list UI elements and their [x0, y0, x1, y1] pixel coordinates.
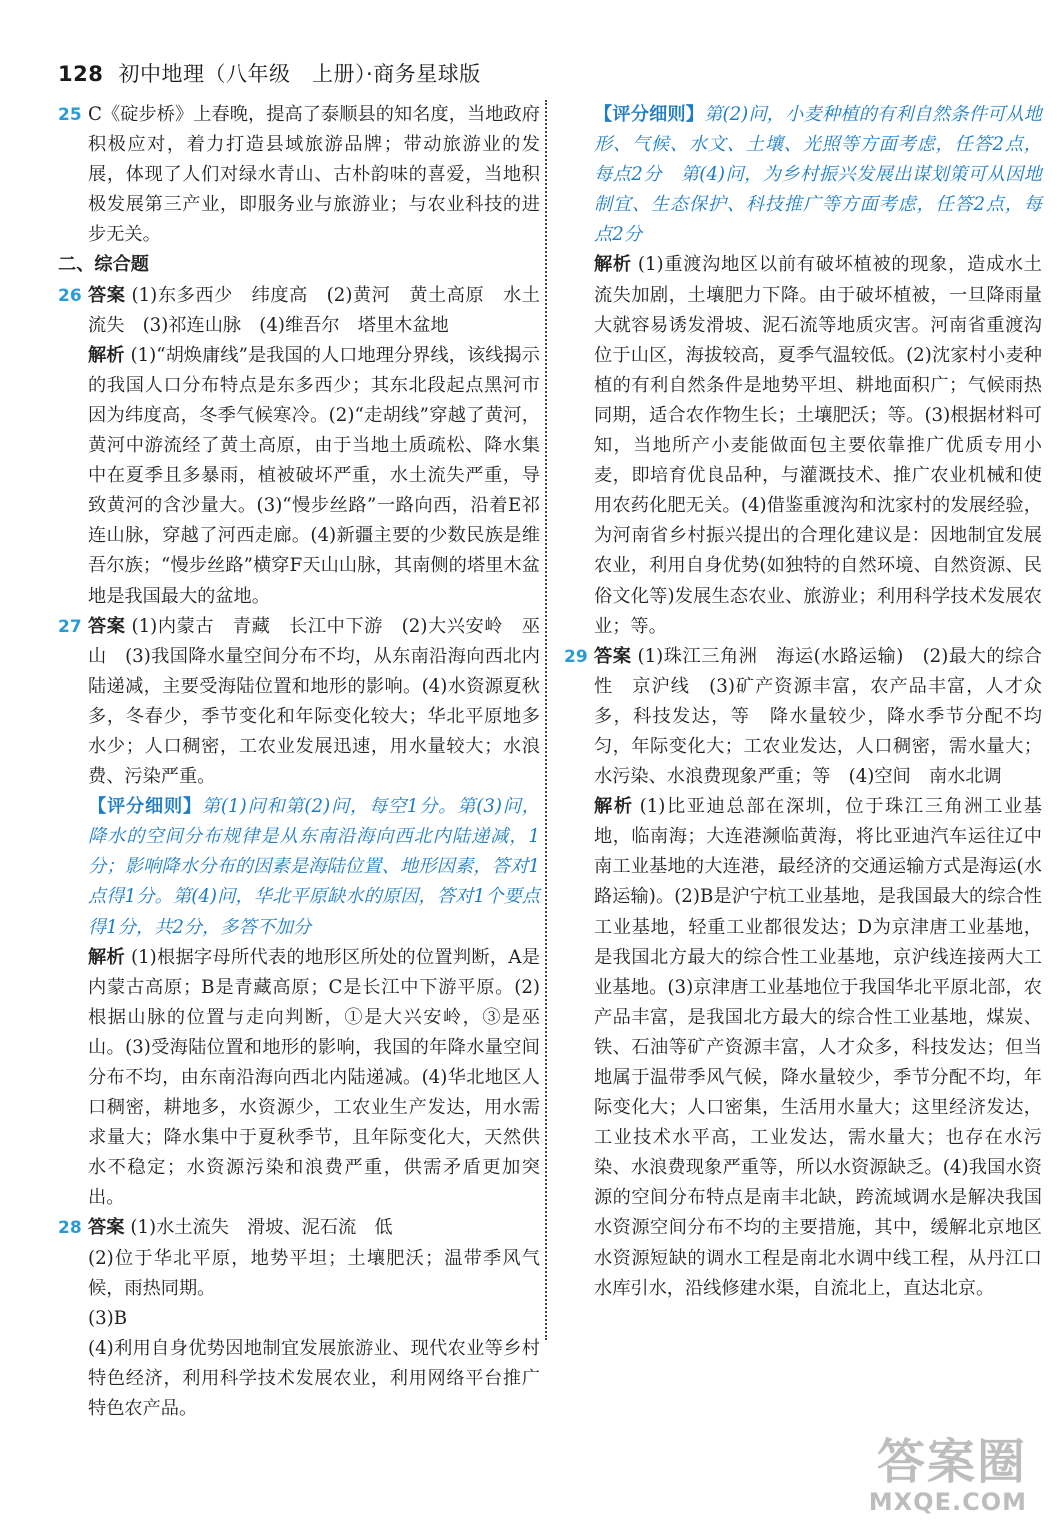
question-25 — [58, 100, 540, 250]
watermark-line-2: MXQE.COM — [868, 1488, 1027, 1516]
analysis-text: (1)“胡焕庸线”是我国的人口地理分界线，该线揭示的我国人口分布特点是东多西少；其东北段起点黑河市因为纬度高，冬季气候寒冷。(2)“走胡线”穿越了黄河，黄河中游流经了黄土高原，由于当地土质疏松、降水集中在夏季且多暴雨，植被破坏严重，水土流失严重，导致黄河的含沙量大。(3)“慢步丝路”一路向西，沿着E祁连山脉，穿越了河西走廊。(4)新疆主要的少数民族是维吾尔族；“慢步丝路”横穿F天山山脉，其南侧的塔里木盆地是我国最大的盆地。 — [88, 344, 540, 607]
watermark-logo — [827, 1436, 1027, 1516]
scoring-note-text: 第(1)问和第(2)问，每空1分。第(3)问，降水的空间分布规律是从东南沿海向西北内陆递减，1分；影响降水分布的因素是海陆位置、地形因素，答对1点得1分。第(4)问，华北平原缺水的原因，答对1个要点得1分，共2分，多答不加分 — [88, 796, 540, 938]
question-number: 29 — [564, 646, 588, 667]
analysis-text: (1)重渡沟地区以前有破坏植被的现象，造成水土流失加剧，土壤肥力下降。由于破坏植被，一旦降雨量大就容易诱发滑坡、泥石流等地质灾害。河南省重渡沟位于山区，海拔较高，夏季气温较低。(2)沈家村小麦种植的有利自然条件是地势平坦、耕地面积广；气候雨热同期，适合农作物生长；土壤肥沃；等。(3)根据材料可知，当地所产小麦能做面包主要依靠推广优质专用小麦，即培育优良品种，与灌溉技术、推广农业机械和使用农药化肥无关。(4)借鉴重渡沟和沈家村的发展经验，为河南省乡村振兴提出的合理化建议是：因地制宜发展农业，利用自身优势(如独特的自然环境、自然资源、民俗文化等)发展生态农业、旅游业；利用科学技术发展农业；等。 — [594, 254, 1042, 637]
scoring-note-label: 【评分细则】 — [594, 104, 705, 125]
scoring-note — [594, 100, 1042, 250]
watermark-line-1: 答案圈 — [876, 1434, 1027, 1490]
column-divider — [545, 100, 547, 1340]
scoring-note-text: 第(2)问，小麦种植的有利自然条件可从地形、气候、水文、土壤、光照等方面考虑，任答2点，每点2分 第(4)问，为乡村振兴发展出谋划策可从因地制宜、生态保护、科技推广等方面考虑，任答2点，每点2分 — [594, 104, 1042, 246]
answer-part-2: (2)位于华北平原，地势平坦；土壤肥沃；温带季风气候，雨热同期。 — [88, 1247, 540, 1299]
page-number: 128 — [58, 62, 104, 86]
right-column — [564, 100, 1042, 1304]
analysis-label: 解析 — [88, 946, 125, 968]
section-heading: 二、综合题 — [58, 254, 149, 276]
analysis-text: (1)根据字母所代表的地形区所处的位置判断，A是内蒙古高原；B是青藏高原；C是长江中下游平原。(2)根据山脉的位置与走向判断，①是大兴安岭，③是巫山。(3)受海陆位置和地形的影响，我国的年降水量空间分布不均，由东南沿海向西北内陆递减。(4)华北地区人口稠密，耕地多，水资源少，工农业生产发达，用水需求量大；降水集中于夏秋季节，且年际变化大，天然供水不稳定；水资源污染和浪费严重，供需矛盾更加突出。 — [88, 946, 540, 1209]
analysis-label: 解析 — [88, 344, 125, 366]
answer-part-1: (1)水土流失 滑坡、泥石流 低 — [130, 1217, 393, 1239]
analysis-text: (1)比亚迪总部在深圳，位于珠江三角洲工业基地，临南海；大连港濒临黄海，将比亚迪汽车运往辽中南工业基地的大连港，最经济的交通运输方式是海运(水路运输)。(2)B是沪宁杭工业基地，是我国最大的综合性工业基地，轻重工业都很发达；D为京津唐工业基地，是我国北方最大的综合性工业基地，京沪线连接两大工业基地。(3)京津唐工业基地位于我国华北平原北部，农产品丰富，是我国北方最大的综合性工业基地，煤炭、铁、石油等矿产资源丰富，人才众多，科技发达；但当地属于温带季风气候，降水量较少，季节分配不均，年际变化大；人口密集，生活用水量大；这里经济发达，工业技术水平高，工业发达，需水量大；也存在水污染、水浪费现象严重等，所以水资源缺乏。(4)我国水资源的空间分布特点是南丰北缺，跨流域调水是解决我国水资源空间分布不均的主要措施，其中，缓解北京地区水资源短缺的调水工程是南北水调中线工程，从丹江口水库引水，沿线修建水渠，自流北上，直达北京。 — [594, 796, 1042, 1299]
question-28 — [58, 1213, 540, 1424]
answer-text: (1)内蒙古 青藏 长江中下游 (2)大兴安岭 巫山 (3)我国降水量空间分布不均，从东南沿海向西北内陆递减，主要受海陆位置和地形的影响。(4)水资源夏秋多，冬春少，季节变化和年际变化较大；华北平原地多水少；人口稠密，工农业发展迅速，用水量较大；水浪费、污染严重。 — [88, 615, 540, 788]
answer-label: 答案 — [88, 1217, 125, 1239]
analysis-label: 解析 — [594, 796, 634, 818]
question-number: 27 — [58, 616, 82, 637]
question-27 — [58, 612, 540, 1214]
page-header — [58, 58, 481, 88]
answer-text: (1)东多西少 纬度高 (2)黄河 黄土高原 水土流失 (3)祁连山脉 (4)维吾尔 塔里木盆地 — [88, 284, 540, 336]
scoring-note-label: 【评分细则】 — [88, 796, 202, 818]
analysis-label: 解析 — [594, 254, 632, 276]
answer-label: 答案 — [88, 615, 126, 637]
question-number: 28 — [58, 1218, 82, 1239]
question-number: 26 — [58, 285, 82, 306]
left-column — [58, 100, 540, 1424]
question-28-continued — [564, 100, 1042, 642]
answer-part-3: (3)B — [88, 1307, 128, 1329]
book-title: 初中地理（八年级 上册）·商务星球版 — [118, 62, 481, 86]
question-number: 25 — [58, 105, 82, 125]
answer-part-4: (4)利用自身优势因地制宜发展旅游业、现代农业等乡村特色经济，利用科学技术发展农业，利用网络平台推广特色农产品。 — [88, 1337, 540, 1420]
question-text: C《碇步桥》上春晚，提高了泰顺县的知名度，当地政府积极应对，着力打造县域旅游品牌；带动旅游业的发展，体现了人们对绿水青山、古朴韵味的喜爱，当地积极发展第三产业，即服务业与旅游业；与农业科技的进步无关。 — [88, 104, 540, 246]
answer-label: 答案 — [594, 645, 632, 667]
question-29 — [564, 642, 1042, 1304]
question-26 — [58, 281, 540, 612]
answer-label: 答案 — [88, 284, 126, 306]
scoring-note — [88, 792, 540, 942]
answer-text: (1)珠江三角洲 海运(水路运输) (2)最大的综合性 京沪线 (3)矿产资源丰富，农产品丰富，人才众多，科技发达，等 降水量较少，降水季节分配不均匀，年际变化大；工农业发达，人口稠密，需水量大；水污染、水浪费现象严重；等 (4)空间 南水北调 — [594, 645, 1042, 788]
